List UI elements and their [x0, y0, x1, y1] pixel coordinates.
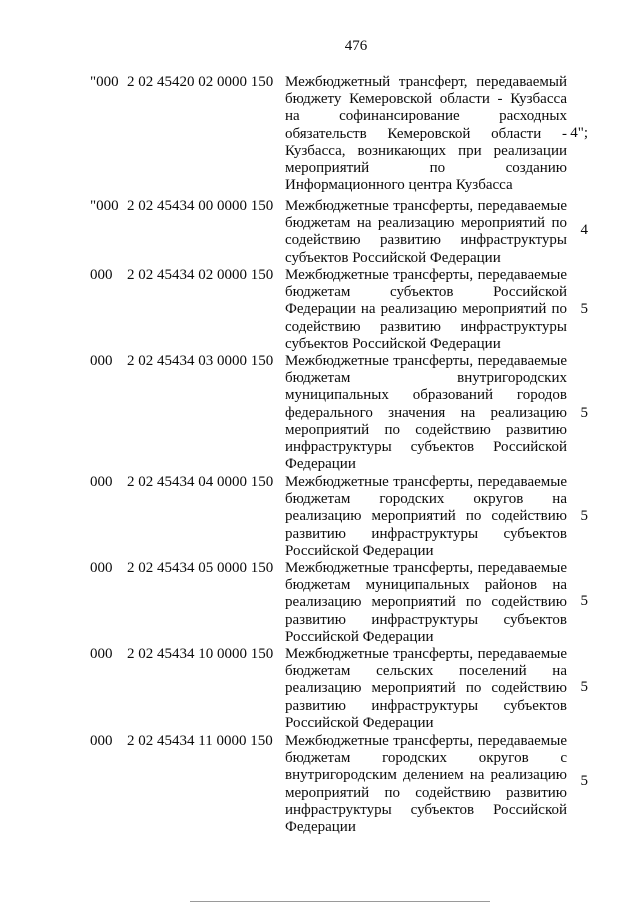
row-description: Межбюджетные трансферты, передаваемые бюджетам субъектов Российской Федерации на реализацию мероприятий по содействию развитию инфраструктуры субъектов Российской Федерации [285, 267, 567, 352]
row-prefix: 000 [90, 646, 113, 662]
row-description: Межбюджетные трансферты, передаваемые бюджетам сельских поселений на реализацию мероприятий по содействию развитию инфраструктуры субъектов Российской Федерации [285, 646, 567, 731]
row-value: 4 [580, 222, 588, 238]
row-value: 5 [580, 679, 588, 695]
row-prefix: 000 [90, 474, 113, 490]
row-prefix: 000 [90, 733, 113, 749]
classification-code: 2 02 45434 03 0000 150 [127, 353, 274, 369]
row-prefix: "000 [90, 198, 119, 214]
row-prefix: "000 [90, 74, 119, 90]
row-description: Межбюджетные трансферты, передаваемые бюджетам внутригородских муниципальных образований городов федерального значения на реализацию мероприятий по содействию развитию инфраструктуры субъектов Российской Федерации [285, 353, 567, 473]
page-number: 476 [344, 38, 368, 54]
row-value: 5 [580, 593, 588, 609]
row-value: 5 [580, 773, 588, 789]
row-value: 5 [580, 405, 588, 421]
row-value: 5 [580, 301, 588, 317]
row-description: Межбюджетные трансферты, передаваемые бюджетам городских округов на реализацию мероприятий по содействию развитию инфраструктуры субъектов Российской Федерации [285, 474, 567, 559]
classification-code: 2 02 45434 04 0000 150 [127, 474, 274, 490]
row-description: Межбюджетные трансферты, передаваемые бюджетам на реализацию мероприятий по содействию развитию инфраструктуры субъектов Российской Федерации [285, 198, 567, 266]
row-prefix: 000 [90, 267, 113, 283]
scan-edge-line [190, 901, 490, 902]
classification-code: 2 02 45434 00 0000 150 [127, 198, 274, 214]
row-value: 5 [580, 508, 588, 524]
row-description: Межбюджетные трансферты, передаваемые бюджетам муниципальных районов на реализацию мероприятий по содействию развитию инфраструктуры субъектов Российской Федерации [285, 560, 567, 645]
classification-code: 2 02 45434 10 0000 150 [127, 646, 274, 662]
row-prefix: 000 [90, 560, 113, 576]
classification-code: 2 02 45434 11 0000 150 [127, 733, 273, 749]
row-description: Межбюджетный трансферт, передаваемый бюджету Кемеровской области - Кузбасса на софинансирование расходных обязательств Кемеровской области - Кузбасса, возникающих при реализации мероприятий по созданию Информационного центра Кузбасса [285, 74, 567, 194]
classification-code: 2 02 45434 05 0000 150 [127, 560, 274, 576]
row-description: Межбюджетные трансферты, передаваемые бюджетам городских округов с внутригородским делением на реализацию мероприятий по содействию развитию инфраструктуры субъектов Российской Федерации [285, 733, 567, 836]
classification-code: 2 02 45434 02 0000 150 [127, 267, 274, 283]
classification-code: 2 02 45420 02 0000 150 [127, 74, 274, 90]
row-value: 4"; [570, 125, 588, 141]
row-prefix: 000 [90, 353, 113, 369]
